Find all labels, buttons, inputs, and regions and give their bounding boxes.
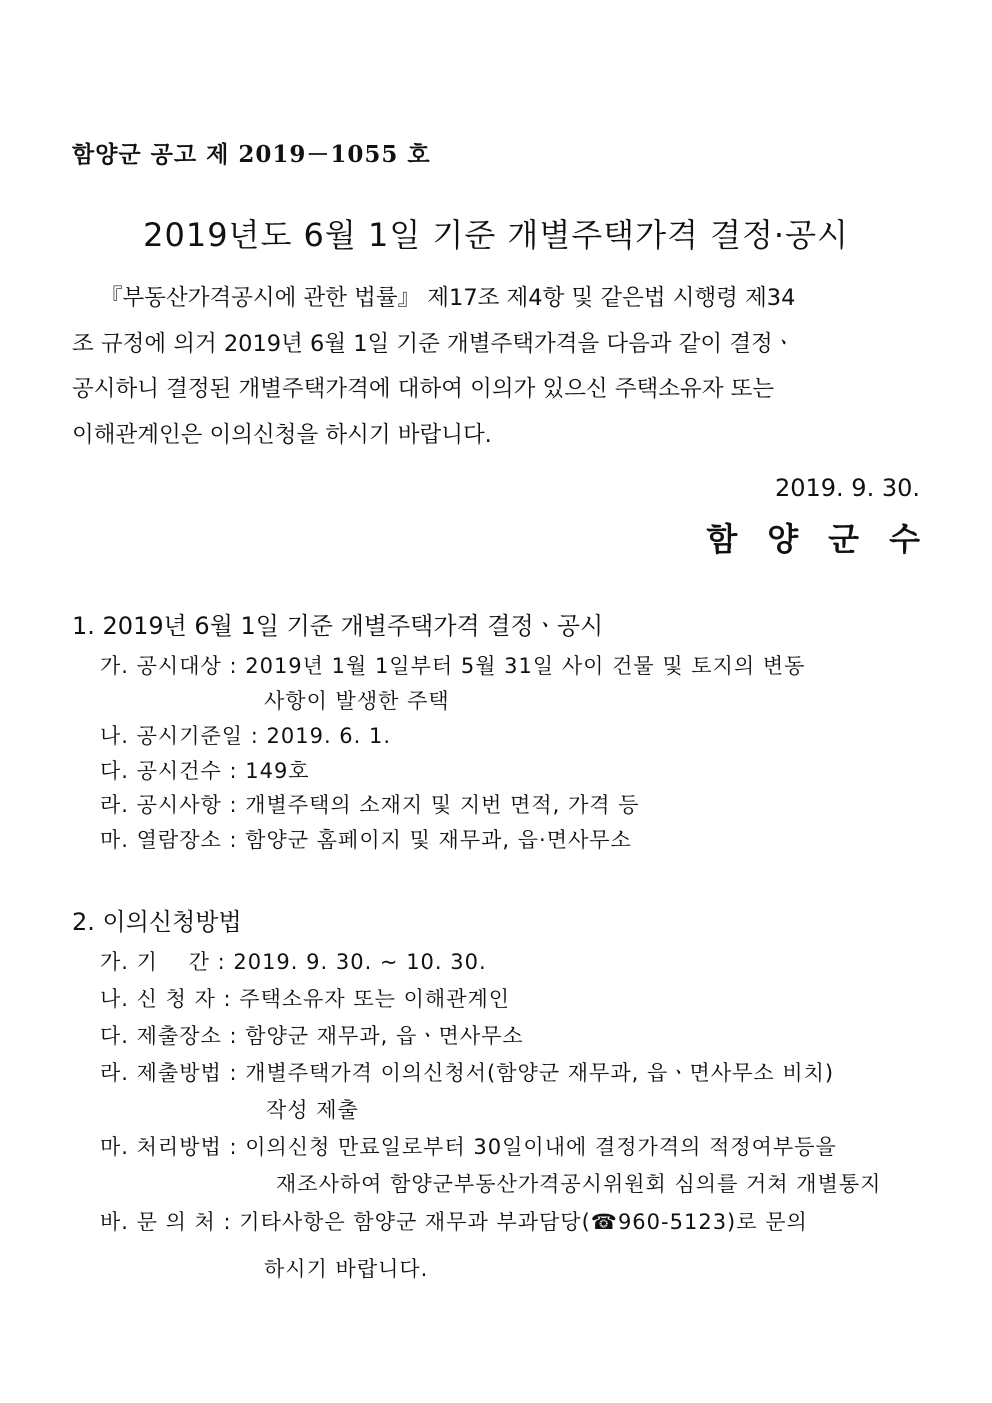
item-label: 라. 공시사항 : [100,793,246,817]
list-item [100,720,391,750]
notice-date: 2019. 9. 30. [774,474,920,502]
list-item [100,824,632,854]
item-value: 개별주택의 소재지 및 지번 면적, 가격 등 [245,793,640,817]
notice-number: 함양군 공고 제 2019－1055 호 [72,141,431,168]
item-label: 다. 공시건수 : [100,759,246,783]
item-label: 라. 제출방법 : [100,1061,246,1085]
item-continuation: 하시기 바랍니다. [264,1257,429,1281]
item-value: 2019. 6. 1. [266,724,392,748]
list-item [100,1206,808,1236]
intro-paragraph [72,276,920,458]
item-value: 주택소유자 또는 이해관계인 [239,987,511,1011]
item-label: 가. 공시대상 : [100,654,246,678]
list-item [100,755,310,785]
intro-line: 조 규정에 의거 2019년 6월 1일 기준 개별주택가격을 다음과 같이 결정ㆍ [72,330,795,357]
list-item [100,650,805,680]
list-item [100,1131,837,1161]
intro-line: 공시하니 결정된 개별주택가격에 대하여 이의가 있으신 주택소유자 또는 [72,376,775,402]
item-label: 나. 공시기준일 : [100,724,267,748]
section1-heading: 1. 2019년 6월 1일 기준 개별주택가격 결정ㆍ공시 [72,612,604,640]
item-value: 149호 [245,759,310,783]
item-label: 마. 열람장소 : [100,828,246,852]
page-title: 2019년도 6월 1일 기준 개별주택가격 결정·공시 [143,216,849,254]
item-value: 이의신청 만료일로부터 30일이내에 결정가격의 적정여부등을 [245,1135,837,1159]
item-label: 다. 제출장소 : [100,1024,246,1048]
item-value: 개별주택가격 이의신청서(함양군 재무과, 읍ㆍ면사무소 비치) [245,1061,835,1085]
item-label: 나. 신 청 자 : [100,987,240,1011]
item-value: 함양군 재무과, 읍ㆍ면사무소 [245,1024,524,1048]
section2-heading: 2. 이의신청방법 [72,908,242,936]
item-value: 2019년 1월 1일부터 5월 31일 사이 건물 및 토지의 변동 [245,654,806,678]
issuer: 함양군수 [706,520,950,558]
item-label: 가. 기 간 : [100,950,234,974]
item-continuation: 작성 제출 [266,1098,359,1122]
item-value: 2019. 9. 30. ~ 10. 30. [233,950,487,974]
item-continuation: 사항이 발생한 주택 [264,689,450,713]
intro-line: 이해관계인은 이의신청을 하시기 바랍니다. [72,421,492,448]
item-label: 마. 처리방법 : [100,1135,246,1159]
item-value: 기타사항은 함양군 재무과 부과담당(☎960-5123)로 문의 [239,1210,808,1234]
item-continuation: 재조사하여 함양군부동산가격공시위원회 심의를 거쳐 개별통지 [276,1172,882,1196]
list-item [100,946,487,976]
list-item [100,789,640,819]
item-label: 바. 문 의 처 : [100,1210,240,1234]
item-value: 함양군 홈페이지 및 재무과, 읍·면사무소 [245,828,632,852]
list-item [100,983,510,1013]
list-item [100,1057,834,1087]
intro-line: 『부동산가격공시에 관한 법률』 제17조 제4항 및 같은법 시행령 제34 [100,285,796,311]
list-item [100,1020,524,1050]
